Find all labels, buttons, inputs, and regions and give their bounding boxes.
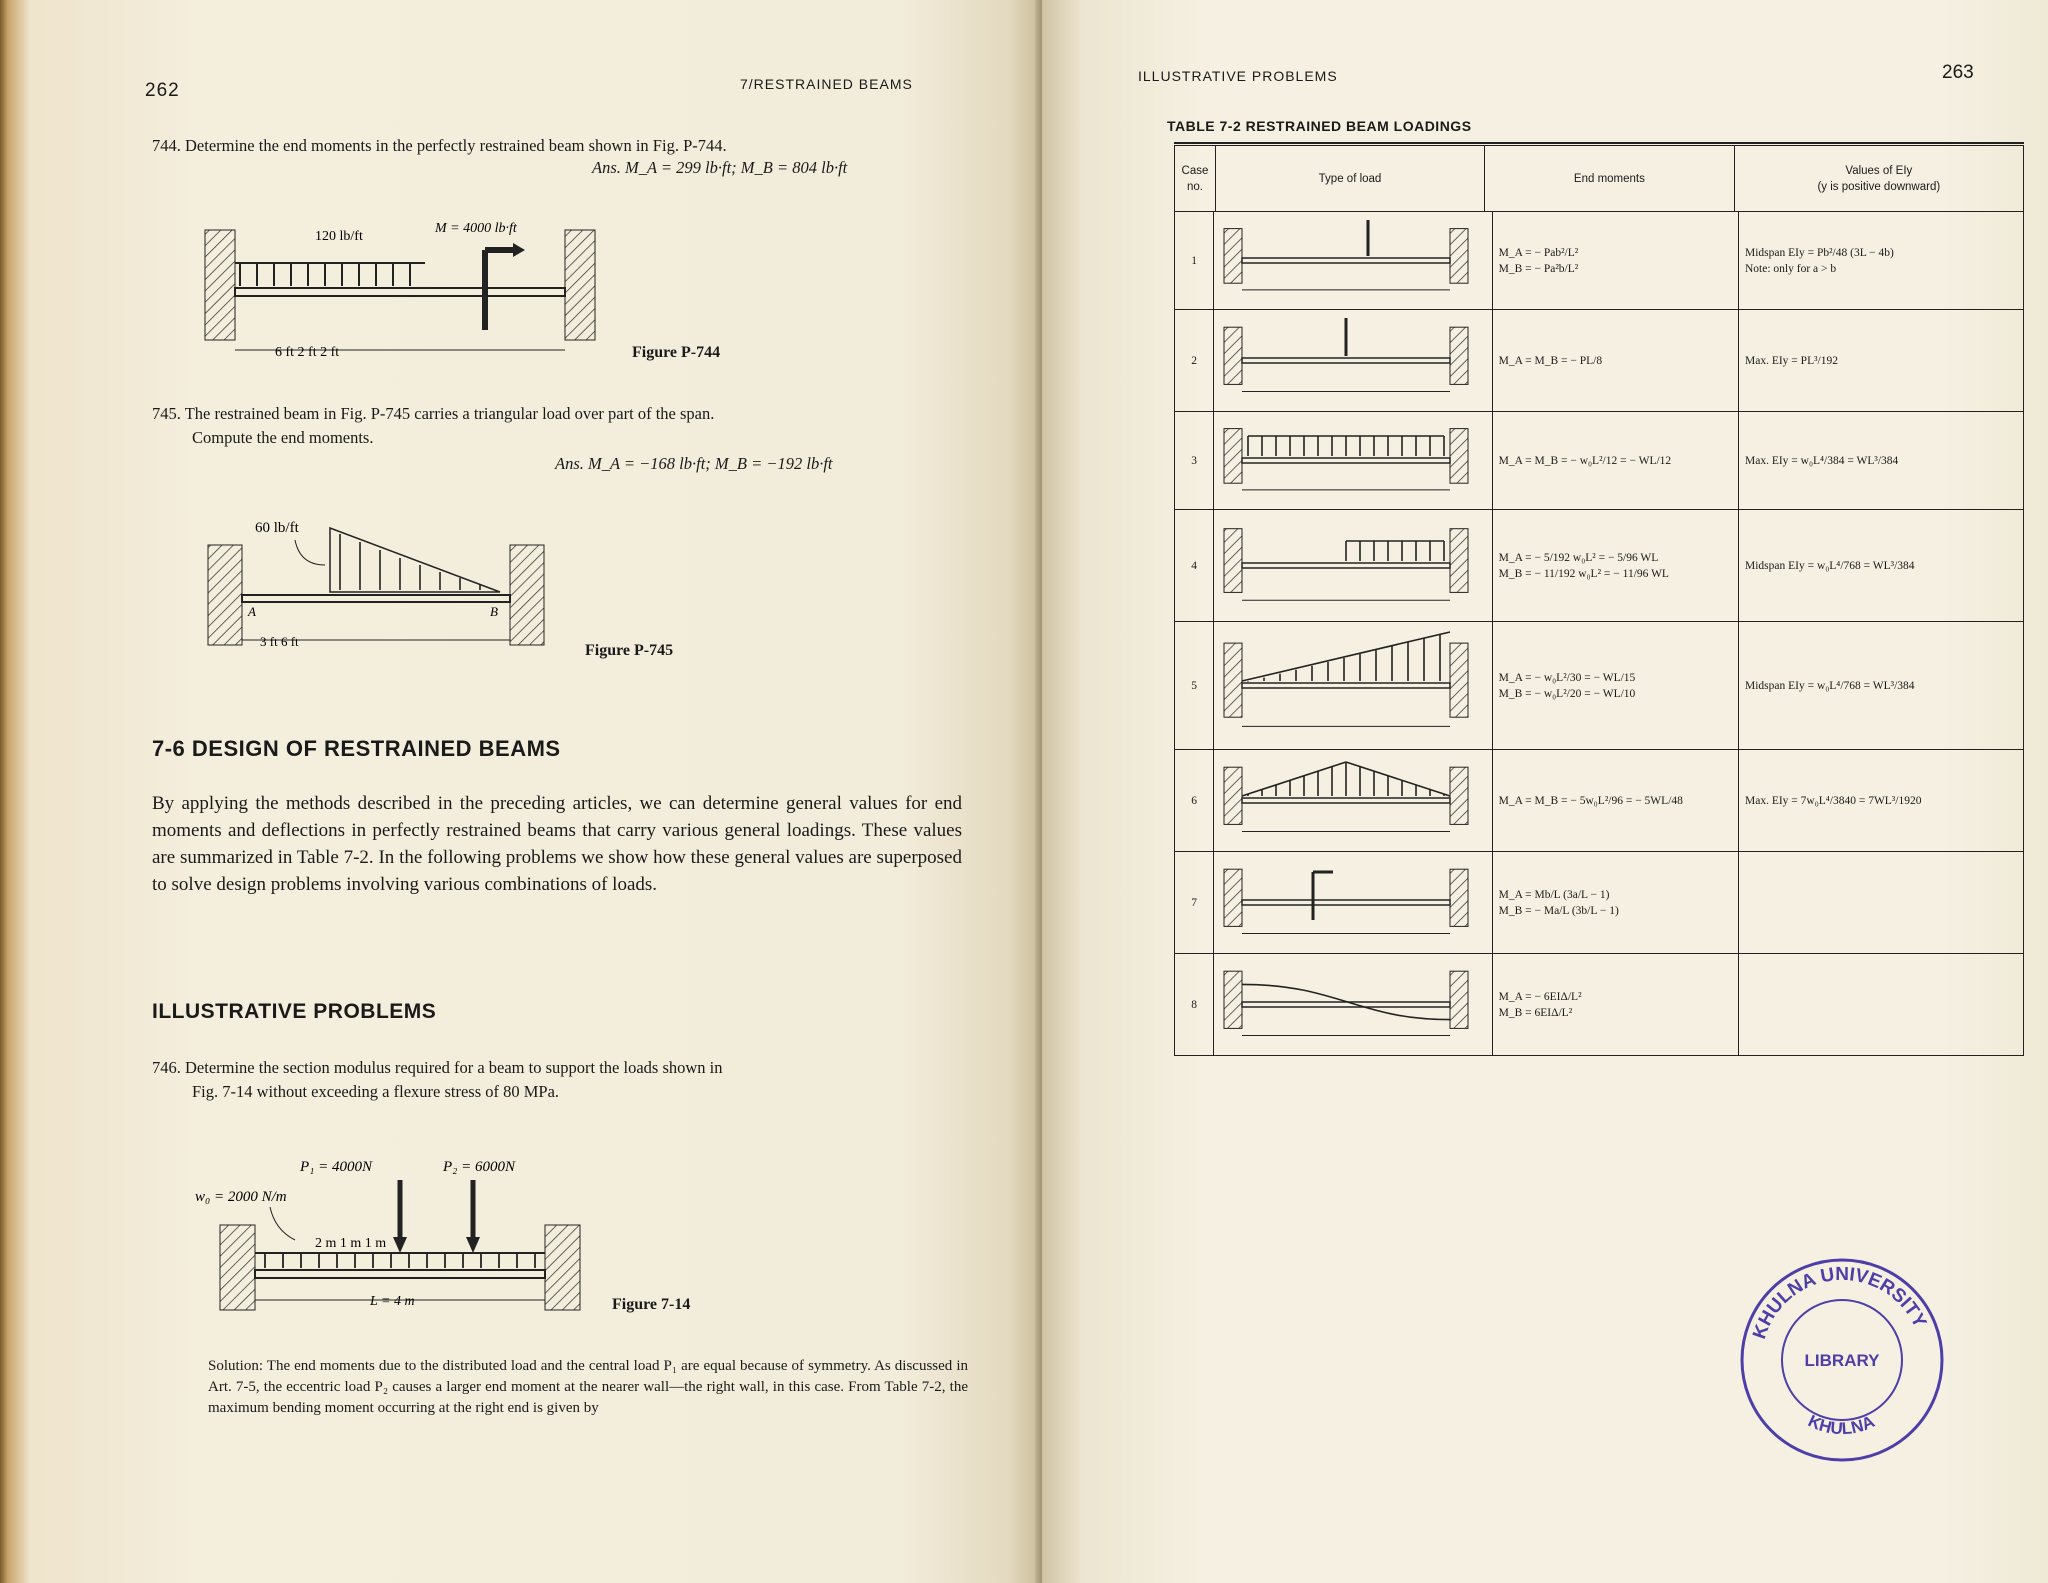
end-moment-formula: M_A = M_B = − w₀L²/12 = − WL/12 xyxy=(1498,454,1672,467)
end-moment-formula: M_A = M_B = − PL/8 xyxy=(1498,354,1603,367)
p714-l: L = 4 m xyxy=(370,1294,415,1309)
end-moment-formula: M_A = M_B = − 5w₀L²/96 = − 5WL/48 xyxy=(1498,794,1683,807)
load-arrow xyxy=(1346,762,1450,796)
table-title: TABLE 7-2 RESTRAINED BEAM LOADINGS xyxy=(1167,118,1472,134)
load-diagram-cell xyxy=(1214,510,1492,622)
load-diagram-cell xyxy=(1214,750,1492,852)
load-diagram-cell xyxy=(1214,310,1492,412)
stamp-bottom-text: KHULNA xyxy=(1805,1411,1878,1439)
end-moment-formula: M_B = − Pa²b/L² xyxy=(1498,262,1579,275)
end-moment-formula: M_B = − 11/192 w₀L² = − 11/96 WL xyxy=(1498,567,1669,580)
left-wall-745 xyxy=(208,545,242,645)
case-number: 3 xyxy=(1175,412,1214,510)
header-values-label: Values of EIy xyxy=(1845,164,1913,177)
caption-p744: Figure P-744 xyxy=(632,344,721,361)
table-row xyxy=(1175,622,2024,750)
end-moment-formula: M_A = − 5/192 w₀L² = − 5/96 WL xyxy=(1498,551,1659,564)
beam-line xyxy=(1242,358,1450,363)
header-values-note: (y is positive downward) xyxy=(1817,180,1941,193)
end-moment-formula: M_B = − Ma/L (3b/L − 1) xyxy=(1498,904,1619,917)
end-moments-cell xyxy=(1492,954,1738,1056)
fixed-support-left xyxy=(1224,229,1242,284)
end-moments-cell xyxy=(1492,750,1738,852)
case-number: 1 xyxy=(1175,212,1214,310)
stamp-top-text: KHULNA UNIVERSITY xyxy=(1749,1263,1931,1342)
figure-p745 xyxy=(200,510,560,660)
end-moments-cell xyxy=(1492,212,1738,310)
library-stamp xyxy=(1732,1250,1952,1470)
deflection-formula: Max. EIy = PL³/192 xyxy=(1745,354,1838,367)
beam-745 xyxy=(242,595,510,602)
running-head-right: ILLUSTRATIVE PROBLEMS xyxy=(1138,68,1338,84)
beam-line xyxy=(1242,683,1450,688)
deflection-formula: Midspan EIy = w₀L⁴/768 = WL³/384 xyxy=(1745,559,1915,572)
load-arrow xyxy=(1242,762,1346,796)
fixed-support-right xyxy=(1450,429,1468,484)
problem-744-text: 744. Determine the end moments in the perfectly restrained beam shown in Fig. P-744. xyxy=(152,136,727,155)
load-diagram xyxy=(1218,856,1476,944)
problem-745-answer: Ans. M_A = −168 lb·ft; M_B = −192 lb·ft xyxy=(555,454,833,473)
end-moment-formula: M_A = Mb/L (3a/L − 1) xyxy=(1498,888,1610,901)
table-row xyxy=(1175,412,2024,510)
table-row xyxy=(1175,954,2024,1056)
fixed-support-right xyxy=(1450,529,1468,593)
end-moment-formula: M_B = 6EIΔ/L² xyxy=(1498,1006,1573,1019)
problem-746-text2: Fig. 7-14 without exceeding a flexure stress of 80 MPa. xyxy=(192,1082,560,1101)
load-diagram-cell xyxy=(1214,412,1492,510)
load-diagram xyxy=(1218,216,1476,300)
fixed-support-right xyxy=(1450,971,1468,1028)
header-case: Case no. xyxy=(1175,146,1216,212)
header-type: Type of load xyxy=(1215,146,1484,212)
section-body: By applying the methods described in the preceding articles, we can determine general values for end moments and deflections in perfectly restrained beams that carry various general loadings. These values are summarized in Table 7-2. In the following problems we show how these general values are superposed to solve design problems involving various combinations of loads. xyxy=(152,793,962,895)
problem-745-text1: 745. The restrained beam in Fig. P-745 carries a triangular load over part of the span. xyxy=(152,404,715,423)
fixed-support-left xyxy=(1224,767,1242,824)
load-diagram xyxy=(1218,754,1476,842)
deflection-cell xyxy=(1739,310,2024,412)
p714-w0: w₀ = 2000 N/m xyxy=(195,1189,287,1205)
load-diagram-cell xyxy=(1214,212,1492,310)
beam-line xyxy=(1242,798,1450,803)
p745-a: A xyxy=(248,604,256,619)
fixed-support-left xyxy=(1224,327,1242,384)
end-moments-cell xyxy=(1492,852,1738,954)
deflection-formula: Note: only for a > b xyxy=(1745,262,1837,275)
page-number-left: 262 xyxy=(145,80,180,101)
beam-line xyxy=(1242,563,1450,568)
section-heading: 7-6 DESIGN OF RESTRAINED BEAMS xyxy=(152,736,561,761)
header-values xyxy=(1734,146,2023,212)
table-row xyxy=(1175,310,2024,412)
load-diagram xyxy=(1218,958,1476,1046)
p714-p2: P₂ = 6000N xyxy=(443,1159,516,1175)
deflection-formula: Max. EIy = 7w₀L⁴/3840 = 7WL³/1920 xyxy=(1745,794,1922,807)
beam-line xyxy=(1242,1002,1450,1007)
beam-line xyxy=(1242,900,1450,905)
case-number: 8 xyxy=(1175,954,1214,1056)
end-moments-cell xyxy=(1492,510,1738,622)
end-moment-formula: M_A = − 6EIΔ/L² xyxy=(1498,990,1582,1003)
deflection-formula: Midspan EIy = Pb²/48 (3L − 4b) xyxy=(1745,246,1894,259)
page-number-right: 263 xyxy=(1942,62,1974,83)
p744-moment-label: M = 4000 lb·ft xyxy=(435,221,517,236)
figure-7-14 xyxy=(195,1145,615,1325)
header-end-moments: End moments xyxy=(1485,146,1735,212)
p745-load-label: 60 lb/ft xyxy=(255,520,299,536)
deflection-cell xyxy=(1739,750,2024,852)
beam-714 xyxy=(255,1270,545,1278)
table-row xyxy=(1175,212,2024,310)
deflection-formula: Midspan EIy = w₀L⁴/768 = WL³/384 xyxy=(1745,679,1915,692)
p714-dims: 2 m 1 m 1 m xyxy=(315,1236,387,1251)
load-diagram xyxy=(1218,416,1476,500)
problem-746-text1: 746. Determine the section modulus required for a beam to support the loads shown in xyxy=(152,1058,723,1077)
problem-744-answer: Ans. M_A = 299 lb·ft; M_B = 804 lb·ft xyxy=(592,158,848,177)
fixed-support-left xyxy=(1224,971,1242,1028)
fixed-support-left xyxy=(1224,643,1242,717)
p745-b: B xyxy=(490,604,498,619)
p745-dims: 3 ft 6 ft xyxy=(260,634,299,649)
deflection-cell xyxy=(1739,954,2024,1056)
fixed-support-left xyxy=(1224,869,1242,926)
fixed-support-left xyxy=(1224,429,1242,484)
load-diagram xyxy=(1218,514,1476,612)
fixed-support-right xyxy=(1450,643,1468,717)
right-wall-745 xyxy=(510,545,544,645)
deflection-cell xyxy=(1739,412,2024,510)
left-wall xyxy=(205,230,235,340)
deflection-cell xyxy=(1739,852,2024,954)
figure-p744 xyxy=(195,210,615,370)
right-page xyxy=(1042,0,2048,1583)
beam-line xyxy=(1242,258,1450,263)
load-diagram xyxy=(1218,626,1476,740)
case-number: 5 xyxy=(1175,622,1214,750)
fixed-support-left xyxy=(1224,529,1242,593)
caption-7-14: Figure 7-14 xyxy=(612,1296,691,1313)
case-number: 7 xyxy=(1175,852,1214,954)
beam-line xyxy=(1242,458,1450,463)
illustrative-heading: ILLUSTRATIVE PROBLEMS xyxy=(152,1000,437,1023)
table-row xyxy=(1175,510,2024,622)
end-moments-cell xyxy=(1492,310,1738,412)
load-diagram-cell xyxy=(1214,622,1492,750)
fixed-support-right xyxy=(1450,767,1468,824)
caption-p745: Figure P-745 xyxy=(585,642,674,659)
end-moment-formula: M_A = − w₀L²/30 = − WL/15 xyxy=(1498,671,1636,684)
beam xyxy=(235,288,565,296)
load-diagram xyxy=(1218,314,1476,402)
deflection-cell xyxy=(1739,212,2024,310)
left-wall-714 xyxy=(220,1225,255,1310)
load-arrow xyxy=(1242,632,1450,681)
p744-dims: 6 ft 2 ft 2 ft xyxy=(275,345,340,360)
problem-745-text2: Compute the end moments. xyxy=(192,428,374,447)
solution-text: Solution: The end moments due to the distributed load and the central load P₁ are equal because of symmetry. As discussed in Art. 7-5, the eccentric load P₂ causes a larger end moment at the nearer wall—the right wall, in this case. From Table 7-2, the maximum bending moment occurring at the right end is given by xyxy=(208,1358,968,1416)
fixed-support-right xyxy=(1450,869,1468,926)
end-moments-cell xyxy=(1492,412,1738,510)
fixed-support-right xyxy=(1450,327,1468,384)
table-row xyxy=(1175,852,2024,954)
right-wall xyxy=(565,230,595,340)
deflection-cell xyxy=(1739,510,2024,622)
table-top-rule xyxy=(1174,142,2024,144)
load-diagram-cell xyxy=(1214,954,1492,1056)
table-row xyxy=(1175,750,2024,852)
table-body xyxy=(1174,211,2024,1056)
running-head-left: 7/RESTRAINED BEAMS xyxy=(740,76,913,92)
deflection-cell xyxy=(1739,622,2024,750)
end-moment-formula: M_B = − w₀L²/20 = − WL/10 xyxy=(1498,687,1636,700)
table-header-row xyxy=(1175,146,2024,212)
table-rows xyxy=(1174,211,2024,1056)
case-number: 4 xyxy=(1175,510,1214,622)
end-moment-formula: M_A = − Pab²/L² xyxy=(1498,246,1579,259)
p744-load-label: 120 lb/ft xyxy=(315,229,363,244)
p714-p1: P₁ = 4000N xyxy=(300,1159,373,1175)
table-7-2 xyxy=(1174,145,2024,212)
load-diagram-cell xyxy=(1214,852,1492,954)
case-number: 6 xyxy=(1175,750,1214,852)
deflection-formula: Max. EIy = w₀L⁴/384 = WL³/384 xyxy=(1745,454,1899,467)
right-wall-714 xyxy=(545,1225,580,1310)
end-moments-cell xyxy=(1492,622,1738,750)
case-number: 2 xyxy=(1175,310,1214,412)
fixed-support-right xyxy=(1450,229,1468,284)
stamp-center-text: LIBRARY xyxy=(1804,1351,1880,1370)
